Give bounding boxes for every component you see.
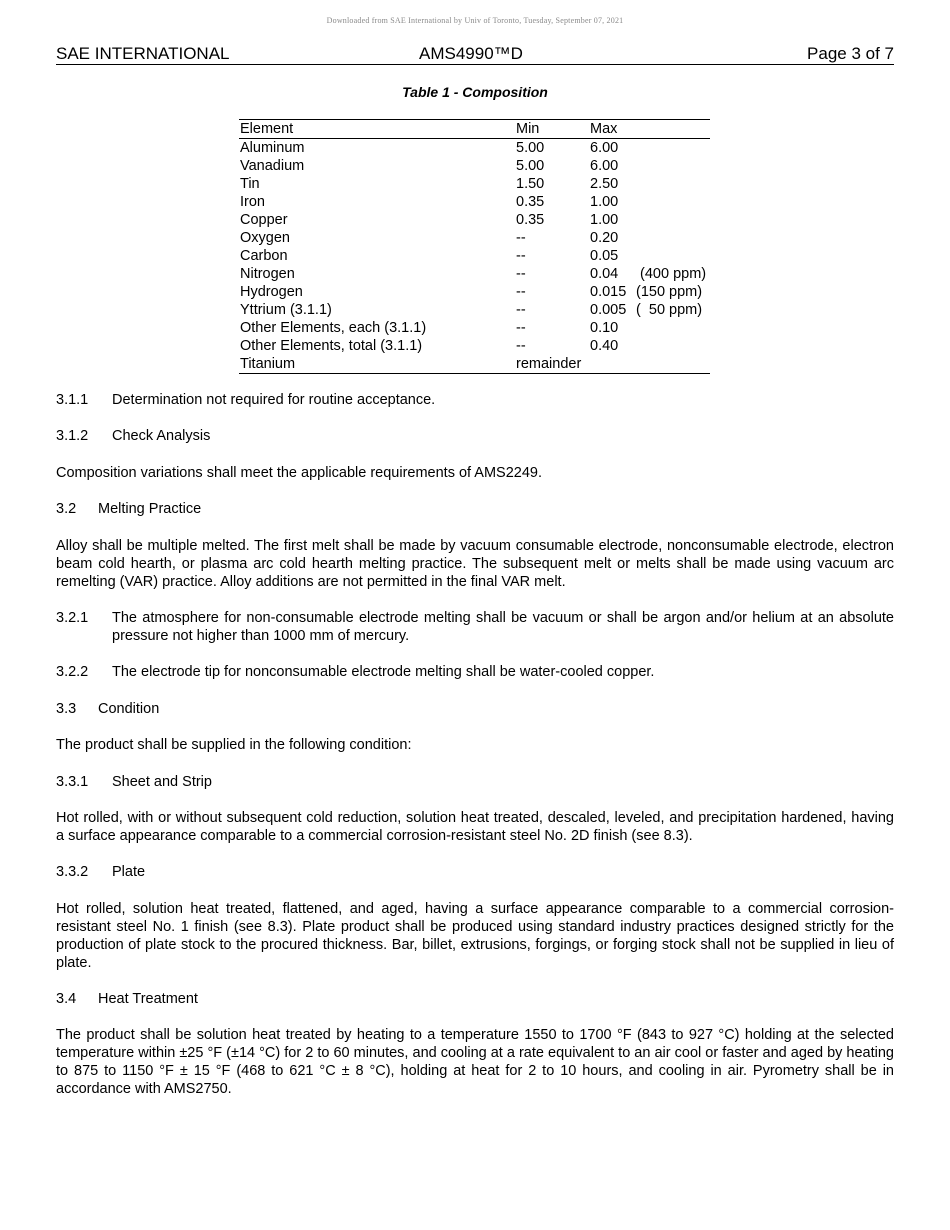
cell-max: 0.20 [590,230,619,246]
section-title: Plate [112,864,146,880]
table-row [239,265,710,283]
section-text: Determination not required for routine acceptance. [112,392,436,408]
section-3-1-2-heading [56,427,894,445]
table-row [239,301,710,319]
cell-min: 5.00 [516,158,545,174]
table-row [239,247,710,265]
cell-max: 0.40 [590,338,619,354]
cell-max: 0.005 [590,302,627,318]
cell-min: -- [516,302,526,318]
table-row [239,283,710,301]
cell-element: Hydrogen [240,284,303,300]
cell-ppm: (400 ppm) [636,266,707,282]
section-title: Heat Treatment [98,991,198,1007]
cell-ppm: ( 50 ppm) [636,302,703,318]
section-title: Check Analysis [112,428,211,444]
section-number: 3.1.1 [56,392,89,408]
section-title: Sheet and Strip [112,774,212,790]
cell-max: 6.00 [590,158,619,174]
download-watermark: Downloaded from SAE International by Univ of Toronto, Tuesday, September 07, 2021 [326,16,624,25]
cell-max: 1.00 [590,194,619,210]
cell-min: -- [516,230,526,246]
cell-min: 5.00 [516,140,545,156]
section-number: 3.3.1 [56,774,89,790]
section-title: Melting Practice [98,501,202,517]
paragraph-3-3-1: Hot rolled, with or without subsequent cold reduction, solution heat treated, descaled, leveled, and precipitation hardened, having a surface appearance comparable to a commercial corrosion-resistant steel No. 2D finish (see 8.3). [56,810,894,844]
cell-min: 1.50 [516,176,545,192]
column-header-element: Element [240,121,294,137]
cell-max: 0.04 [590,266,619,282]
table-row [239,229,710,247]
paragraph-3-3: The product shall be supplied in the following condition: [56,737,412,753]
table-row [239,139,710,157]
table-row [239,337,710,355]
page-number: Page 3 of 7 [807,44,894,63]
paragraph-3-3-2: Hot rolled, solution heat treated, flattened, and aged, having a surface appearance comparable to a commercial corrosion-resistant steel No. 1 finish (see 8.3). Plate product shall be produced using standard industry practices designed strictly for the production of plate stock to the procured thickness. Bar, billet, extrusions, forgings, or forging stock shall not be supplied in lieu of plate. [56,901,894,971]
section-3-2-2-number: 3.2.2 [56,664,89,680]
cell-element: Carbon [240,248,288,264]
cell-min: -- [516,266,526,282]
table-row [239,211,710,229]
section-3-3-1-heading [56,773,894,791]
cell-element: Other Elements, total (3.1.1) [240,338,423,354]
column-header-max: Max [590,121,618,137]
table-row [239,157,710,175]
table-row [239,355,710,373]
organization-name: SAE INTERNATIONAL [56,44,230,63]
section-3-2-heading [56,500,894,518]
section-3-2-2-text: The electrode tip for nonconsumable electrode melting shall be water-cooled copper. [112,664,655,680]
cell-element: Vanadium [240,158,305,174]
cell-element: Aluminum [240,140,305,156]
cell-min: 0.35 [516,212,545,228]
section-number: 3.1.2 [56,428,89,444]
page-header [56,44,894,65]
cell-min: 0.35 [516,194,545,210]
cell-max: 0.10 [590,320,619,336]
cell-max: 0.05 [590,248,619,264]
cell-element: Titanium [240,356,296,372]
table-row [239,319,710,337]
paragraph-3-1-2: Composition variations shall meet the applicable requirements of AMS2249. [56,465,543,481]
cell-max: 1.00 [590,212,619,228]
section-3-3-heading [56,700,894,718]
cell-min: -- [516,284,526,300]
cell-element: Yttrium (3.1.1) [240,302,332,318]
table-body [239,139,710,373]
table-row [239,193,710,211]
table-row [239,175,710,193]
cell-element: Tin [240,176,260,192]
table-title: Table 1 - Composition [402,84,548,100]
section-number: 3.3.2 [56,864,89,880]
cell-element: Nitrogen [240,266,295,282]
cell-max: 6.00 [590,140,619,156]
section-3-1-1 [56,391,894,409]
section-3-2-1-text: The atmosphere for non-consumable electrode melting shall be vacuum or shall be argon and/or helium at an absolute pressure not higher than 1000 mm of mercury. [112,610,894,644]
cell-element: Iron [240,194,265,210]
cell-max: 0.015 [590,284,627,300]
section-3-4-heading [56,990,894,1008]
paragraph-3-2: Alloy shall be multiple melted. The first melt shall be made by vacuum consumable electrode, nonconsumable electrode, electron beam cold hearth, or plasma arc cold hearth melting practice. The subsequent melt or melts shall be made using vacuum arc remelting (VAR) practice. Alloy additions are not permitted in the final VAR melt. [56,538,894,590]
cell-element: Copper [240,212,288,228]
cell-min: -- [516,320,526,336]
section-title: Condition [98,701,160,717]
paragraph-3-4: The product shall be solution heat treated by heating to a temperature 1550 to 1700 °F (843 to 927 °C) holding at the selected temperature within ±25 °F (±14 °C) for 2 to 60 minutes, and cooling at a rate equivalent to an air cool or faster and aged by heating to 875 to 1150 °F ± 15 °F (468 to 621 °C ± 8 °C), holding at heat for 2 to 10 hours, and cooling in air. Pyrometry shall be in accordance with AMS2750. [56,1027,894,1097]
cell-min: -- [516,248,526,264]
cell-ppm: (150 ppm) [636,284,703,300]
section-3-3-2-heading [56,863,894,881]
column-header-min: Min [516,121,540,137]
document-id: AMS4990™D [419,44,523,63]
cell-min: -- [516,338,526,354]
cell-element: Other Elements, each (3.1.1) [240,320,427,336]
composition-table [239,119,710,374]
cell-min: remainder [516,356,582,372]
section-number: 3.4 [56,991,77,1007]
table-header-row [239,120,710,139]
section-number: 3.2 [56,501,77,517]
section-number: 3.3 [56,701,77,717]
cell-max: 2.50 [590,176,619,192]
section-3-2-1-number: 3.2.1 [56,610,89,626]
cell-element: Oxygen [240,230,290,246]
